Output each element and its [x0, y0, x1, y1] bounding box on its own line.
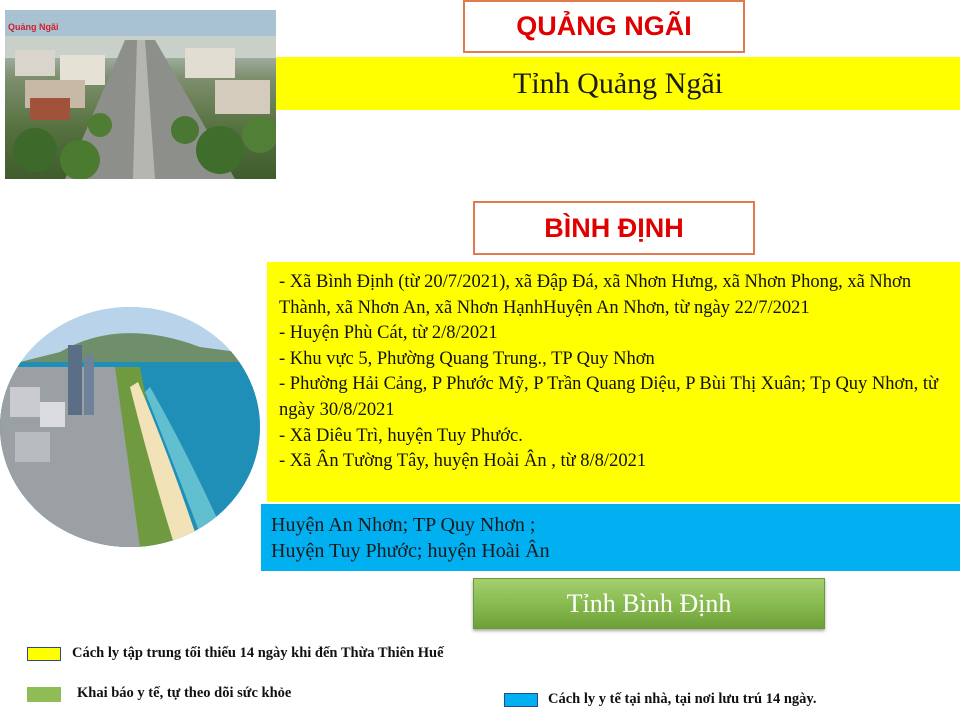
legend-green-swatch [27, 687, 61, 702]
area-item: - Xã Diêu Trì, huyện Tuy Phước. [279, 425, 523, 446]
area-item: - Phường Hải Cảng, P Phước Mỹ, P Trần Quang Diệu, P Bùi Thị Xuân; Tp Quy Nhơn, từ ngày 30/8/2021 [279, 374, 938, 420]
legend-yellow-label: Cách ly tập trung tối thiểu 14 ngày khi đến Thừa Thiên Huế [72, 645, 444, 661]
area-item: - Xã Ân Tường Tây, huyện Hoài Ân , từ 8/8/2021 [279, 451, 647, 472]
binh-dinh-beach-photo [0, 307, 260, 547]
quang-ngai-province-label: Tỉnh Quảng Ngãi [276, 57, 960, 110]
city-photo-illustration [5, 10, 276, 179]
home-quarantine-line: Huyện Tuy Phước; huyện Hoài Ân [271, 540, 550, 562]
quang-ngai-header: QUẢNG NGÃI [463, 0, 745, 53]
home-quarantine-line: Huyện An Nhơn; TP Quy Nhơn ; [271, 514, 536, 536]
area-item: - Huyện Phù Cát, từ 2/8/2021 [279, 323, 498, 344]
beach-photo-illustration [0, 307, 260, 547]
binh-dinh-header: BÌNH ĐỊNH [473, 201, 755, 255]
area-item: - Xã Bình Định (từ 20/7/2021), xã Đập Đá, xã Nhơn Hưng, xã Nhơn Phong, xã Nhơn Thành, xã Nhơn An, xã Nhơn HạnhHuyện An Nhơn, từ ngày 22/7/2021 [279, 272, 912, 318]
binh-dinh-province-button[interactable]: Tỉnh Bình Định [473, 578, 825, 629]
legend-blue-swatch [504, 693, 538, 707]
legend-green-label: Khai báo y tế, tự theo dõi sức khỏe [77, 685, 292, 701]
binh-dinh-quarantine-areas [267, 262, 960, 502]
photo-logo: Quảng Ngãi [8, 22, 59, 32]
binh-dinh-home-quarantine-areas [261, 504, 960, 571]
area-item: - Khu vực 5, Phường Quang Trung., TP Quy Nhơn [279, 348, 655, 369]
legend-yellow-swatch [27, 647, 61, 661]
legend-blue-label: Cách ly y tế tại nhà, tại nơi lưu trú 14 ngày. [548, 691, 817, 707]
quang-ngai-city-photo [5, 10, 276, 179]
